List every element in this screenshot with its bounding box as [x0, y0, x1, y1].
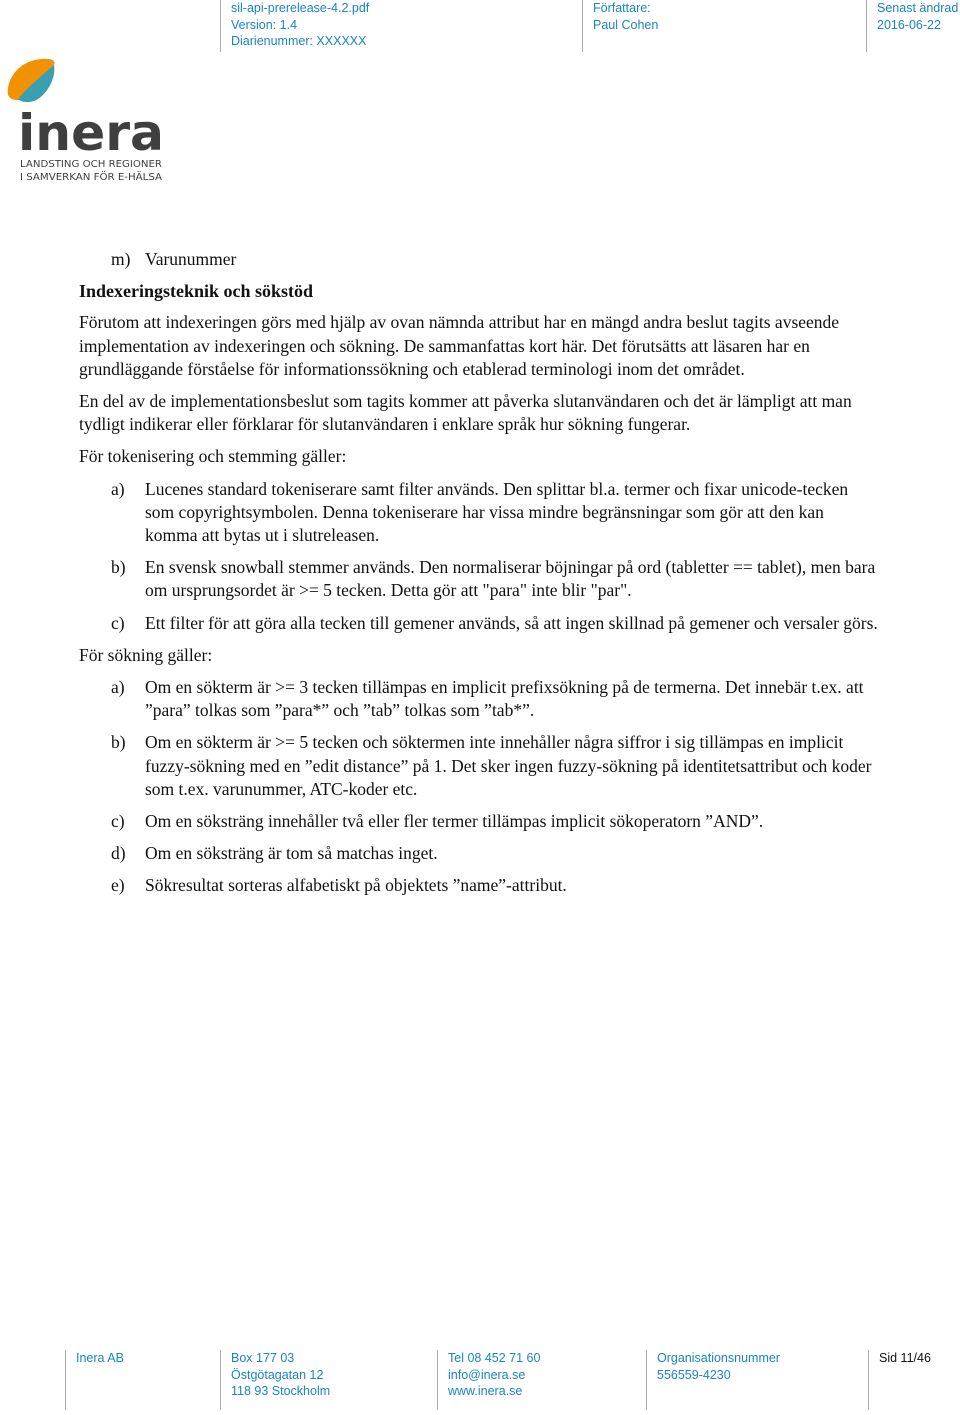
header-author-name: Paul Cohen	[593, 17, 659, 32]
footer-phone: Tel 08 452 71 60	[448, 1351, 541, 1365]
header-modified-label: Senast ändrad	[877, 1, 959, 15]
footer-contact	[437, 1350, 540, 1410]
header-author	[582, 0, 658, 52]
list-item-label: a)	[111, 677, 125, 698]
header-filename: sil-api-prerelease-4.2.pdf	[231, 1, 370, 15]
list-item	[79, 556, 879, 602]
header-modified	[866, 0, 958, 52]
list-item-text: Ett filter för att göra alla tecken till gemener används, så att ingen skillnad på gemener och versaler görs.	[145, 612, 878, 633]
footer-address	[220, 1350, 330, 1410]
list-item-label: e)	[111, 875, 125, 896]
header-diarienummer: Diarienummer: XXXXXX	[231, 34, 367, 48]
list-item-label: c)	[111, 612, 125, 633]
list-item	[79, 676, 879, 722]
footer-box: Box 177 03	[231, 1351, 295, 1365]
list-item	[79, 842, 879, 865]
paragraph: En del av de implementationsbeslut som tagits kommer att påverka slutanvändaren och det är lämpligt att man tydligt indikerar eller förklarar för slutanvändaren i enklare språk hur sökning fungerar.	[79, 391, 852, 435]
section-heading: Indexeringsteknik och sökstöd	[79, 281, 314, 302]
list-item-text: Sökresultat sorteras alfabetiskt på objektets ”name”-attribut.	[145, 875, 567, 896]
paragraph: Förutom att indexeringen görs med hjälp av ovan nämnda attribut har en mängd andra beslut tagits avseende implementation av indexeringen och sökning. De sammanfattas kort här. Det förutsätts att läsaren har en grundläggande förståelse för informationssökning och etablerad terminologi inom det området.	[79, 312, 840, 379]
footer-website-link[interactable]: www.inera.se	[448, 1384, 523, 1398]
list-item-label: m)	[111, 249, 131, 269]
list-item	[79, 810, 879, 833]
page-number: Sid 11/46	[879, 1351, 931, 1365]
list-item-text: Om en sökterm är >= 5 tecken och söktermen inte innehåller några siffror i sig tillämpas en implicit fuzzy-sökning med en ”edit distance” på 1. Det sker ingen fuzzy-sökning på identitetsattribut och koder som t.ex. varunummer, ATC-koder etc.	[145, 732, 872, 799]
footer-org-label: Organisationsnummer	[657, 1351, 780, 1365]
footer-org	[646, 1350, 780, 1410]
list-item-text: Om en söksträng är tom så matchas inget.	[145, 843, 438, 864]
inera-logo	[4, 55, 172, 185]
logo-mark-icon	[8, 59, 55, 102]
list-item-label: b)	[111, 557, 126, 578]
list-item-label: d)	[111, 843, 126, 864]
list-item	[79, 478, 879, 548]
footer-page	[868, 1350, 931, 1410]
list-item-label: c)	[111, 811, 125, 832]
search-intro: För sökning gäller:	[79, 644, 213, 665]
list-item-text: Om en sökterm är >= 3 tecken tillämpas en implicit prefixsökning på de termerna. Det innebär t.ex. att ”para” tolkas som ”para*” och ”tab” tolkas som ”tab*”.	[145, 677, 864, 721]
footer-street: Östgötagatan 12	[231, 1367, 324, 1382]
list-item-label: a)	[111, 478, 125, 499]
footer-email-link[interactable]: info@inera.se	[448, 1367, 526, 1382]
list-item-label: b)	[111, 732, 126, 753]
list-item	[79, 731, 879, 801]
footer-company-name: Inera AB	[76, 1351, 124, 1365]
footer-company	[65, 1350, 124, 1410]
header-version: Version: 1.4	[231, 17, 298, 32]
list-item	[79, 874, 879, 897]
list-item-text: Om en söksträng innehåller två eller fler termer tillämpas implicit sökoperatorn ”AND”.	[145, 811, 764, 832]
header-author-label: Författare:	[593, 1, 651, 15]
footer-org-number: 556559-4230	[657, 1367, 731, 1382]
list-item-text: En svensk snowball stemmer används. Den normaliserar böjningar på ord (tabletter == tablet), men bara om ursprungsordet är >= 5 tecken. Detta gör att "para" inte blir "par".	[145, 557, 876, 601]
logo-tagline-2: I SAMVERKAN FÖR E-HÄLSA	[20, 172, 160, 183]
list-item-text: Lucenes standard tokeniserare samt filter används. Den splittar bl.a. termer och fixar unicode-tecken som copyrightsymbolen. Denna tokeniserare har vissa mindre begränsningar som gör att den kan komma att bytas ut i slutreleasen.	[145, 478, 849, 546]
list-item	[79, 612, 879, 635]
header-file-info	[220, 0, 369, 52]
header-modified-date: 2016-06-22	[877, 17, 941, 32]
tokenizing-intro: För tokenisering och stemming gäller:	[79, 446, 347, 467]
list-item-text: Varunummer	[145, 249, 237, 269]
list-item	[79, 248, 879, 271]
logo-wordmark: inera	[18, 104, 164, 162]
footer-city: 118 93 Stockholm	[231, 1384, 331, 1398]
document-body	[79, 248, 879, 907]
logo-tagline-1: LANDSTING OCH REGIONER	[20, 159, 163, 170]
